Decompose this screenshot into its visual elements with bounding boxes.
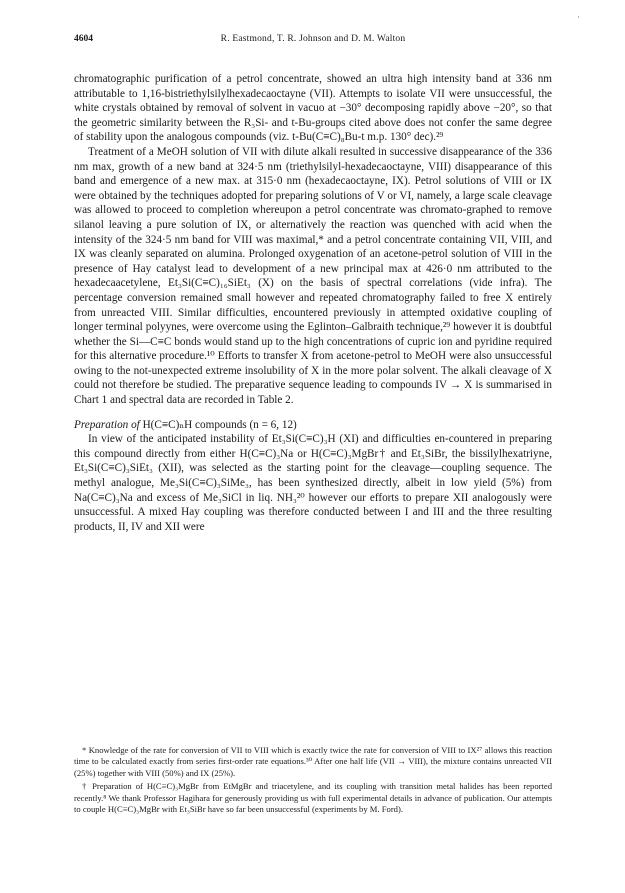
paragraph-continuation: chromatographic purification of a petrol concentrate, showed an ultra high intensity band at 336 nm attributable to 1,16-bistriethylsilylhexadecaoctayne (VII). Attempts to isolate VII were unsuccessful, the white crystals obtained by removal of solvent in vacuo at −30° decomposing rapidly above −20°, so that the geometric similarity between the R₃Si- and t-Bu-groups cited above does not confer the same degree of stability upon the analogous compounds (viz. t-Bu(C≡C)₈Bu-t m.p. 130° dec).²⁹ <box>74 73 552 144</box>
page-number: 4604 <box>74 34 93 44</box>
section-heading <box>74 418 552 433</box>
section-heading-prefix: Preparation of <box>74 418 140 431</box>
running-head: R. Eastmond, T. R. Johnson and D. M. Walton <box>220 34 406 44</box>
paragraph-treatment: Treatment of a MeOH solution of VII with dilute alkali resulted in successive disappearance of the 336 nm max, growth of a new band at 324·5 nm (triethylsilyl-hexadecaoctayne, VIII) disappearance of this band and emergence of a new max. at 315·0 nm (hexadecaoctayne, IX). Petrol solutions of VIII or IX were obtained by the techniques adopted for preparing solutions of V or VI, namely, a large scale cleavage was allowed to proceed to completion whereupon a petrol concentrate was chromato-graphed to remove silanol leaving a pure solution of IX, or alternatively the reaction was quenched with acid when the intensity of the 324·5 nm band for VIII was maximal,* and a petrol concentrate containing VII, VIII, and IX was cleanly separated on alumina. Prolonged oxygenation of an acetone-petrol solution of VIII in the presence of Hay catalyst lead to development of a new principal max at 426·0 nm attributed to the hexadecaacetylene, Et₃Si(C≡C)₁₆SiEt₃ (X) on the basis of spectral correlations (vide infra). The percentage conversion remained small however and repeated chromatography failed to free X entirely from unreacted VIII. Similar difficulties, encountered previously in attempted oxidative coupling of longer terminal polyynes, were overcome using the Eglinton–Galbraith technique,²⁹ however it is doubtful whether the Si—C≡C bonds would stand up to the high concentrations of cupric ion and pyridine required for this alternative procedure.¹⁰ Efforts to transfer X from acetone-petrol to MeOH were also unsuccessful owing to the not-unexpected extreme insolubility of X in the more polar solvent. The alkali cleavage of X could not therefore be studied. The preparative sequence leading to compounds IV → X is summarised in Chart 1 and spectral data are recorded in Table 2. <box>74 145 552 407</box>
footnote-asterisk: * Knowledge of the rate for conversion of VII to VIII which is exactly twice the rate for conversion of VIII to IX²⁷ allows this reaction time to be calculated exactly from series first-order rate equations.³⁰ After one half life (VII → VIII), the mixture contains unreacted VII (25%) together with VIII (50%) and IX (25%). <box>74 745 552 778</box>
scan-speck: · <box>577 12 580 22</box>
paragraph-section: In view of the anticipated instability of Et₃Si(C≡C)₃H (XI) and difficulties en-countered in preparing this compound directly from either H(C≡C)₃Na or H(C≡C)₃MgBr† and Et₃SiBr, the bissilylhexatriyne, Et₃Si(C≡C)₃SiEt₃ (XII), was selected as the starting point for the cleavage—coupling sequence. The methyl analogue, Me₃Si(C≡C)₃SiMe₃, has been synthesized directly, albeit in low yield (5%) from Na(C≡C)₃Na and excess of Me₃SiCl in liq. NH₃²⁰ however our efforts to prepare XII analogously were unsuccessful. A mixed Hay coupling was therefore conducted between I and III and the three resulting products, II, IV and XII were <box>74 433 552 533</box>
page-header <box>74 34 552 50</box>
section-heading-formula: H(C≡C)ₙH compounds <box>142 418 247 431</box>
section-heading-suffix: (n = 6, 12) <box>249 418 297 431</box>
footnote-dagger: † Preparation of H(C≡C)₃MgBr from EtMgBr and triacetylene, and its coupling with transition metal halides has been reported recently.⁸ We thank Professor Hagihara for generously providing us with full experimental details in advance of publication. Our attempts to couple H(C≡C)₃MgBr with Et₃SiBr have so far been unsuccessful (experiments by M. Ford). <box>74 781 552 815</box>
article-body <box>74 72 552 534</box>
footnotes <box>74 745 552 817</box>
